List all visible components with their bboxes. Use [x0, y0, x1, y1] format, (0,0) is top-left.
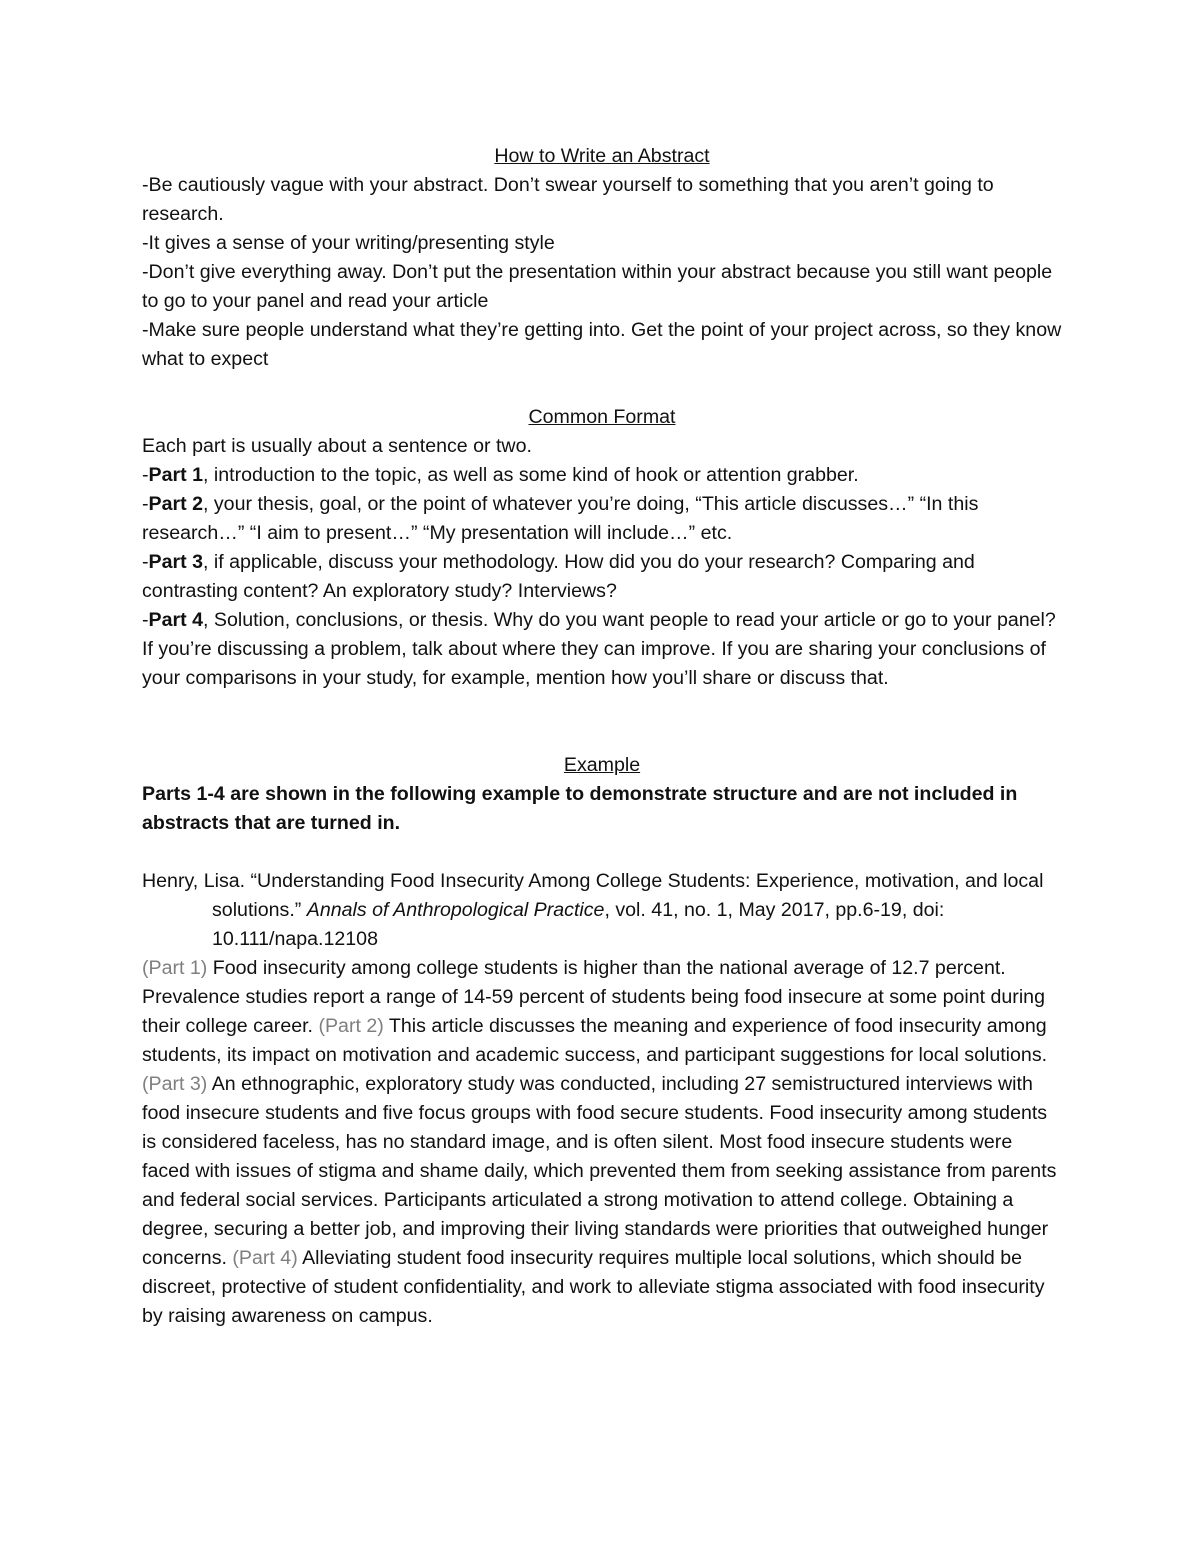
guideline-item: -It gives a sense of your writing/presenting style [142, 232, 555, 254]
part-text: , your thesis, goal, or the point of whatever you’re doing, “This article discusses…” “In this research…” “I aim to present…” “My presentation will include…” etc. [142, 493, 979, 544]
citation-details: , vol. 41, no. 1, May 2017, pp.6-19, doi: 10.111/napa.12108 [212, 899, 945, 950]
part-label: Part 4 [148, 609, 203, 631]
spacer [142, 838, 1062, 867]
citation [142, 867, 1062, 954]
part-prefix: - [142, 551, 149, 573]
part-prefix: - [142, 609, 149, 631]
part-label: Part 2 [148, 493, 203, 515]
document-body [142, 142, 1062, 1331]
part-prefix: - [142, 464, 149, 486]
part-marker: (Part 1) [142, 957, 208, 979]
part-label: Part 1 [148, 464, 203, 486]
format-intro: Each part is usually about a sentence or two. [142, 435, 532, 457]
citation-journal: Annals of Anthropological Practice [306, 899, 605, 921]
part-text: , if applicable, discuss your methodology. How did you do your research? Comparing and contrasting content? An exploratory study? Interviews? [142, 551, 975, 602]
part-label: Part 3 [148, 551, 203, 573]
spacer [142, 693, 1062, 751]
section-heading-example: Example [563, 754, 641, 776]
example-note: Parts 1-4 are shown in the following example to demonstrate structure and are not included in abstracts that are turned in. [142, 783, 1018, 834]
part-marker: (Part 4) [232, 1247, 298, 1269]
example-abstract [142, 954, 1062, 1331]
part-text: , Solution, conclusions, or thesis. Why do you want people to read your article or go to your panel? If you’re discussing a problem, talk about where they can improve. If you are sharing your conclusions of your comparisons in your study, for example, mention how you’ll share or discuss that. [142, 609, 1056, 689]
abstract-text: Food insecurity among college students is higher than the national average of 12.7 percent. Prevalence studies report a range of 14-59 percent of students being food insecure at some point during their college career. [142, 957, 1045, 1037]
section-heading-common-format: Common Format [528, 406, 676, 428]
abstract-text: Alleviating student food insecurity requires multiple local solutions, which should be discreet, protective of student confidentiality, and work to alleviate stigma associated with food insecurity by raising awareness on campus. [142, 1247, 1045, 1327]
guideline-item: -Don’t give everything away. Don’t put the presentation within your abstract because you still want people to go to your panel and read your article [142, 261, 1053, 312]
section-heading-how-to-write: How to Write an Abstract [494, 145, 710, 167]
spacer [142, 374, 1062, 403]
part-marker: (Part 3) [142, 1073, 208, 1095]
format-part-4 [142, 606, 1062, 693]
format-part-1 [142, 461, 1062, 490]
guideline-item: -Make sure people understand what they’re getting into. Get the point of your project across, so they know what to expect [142, 319, 1062, 370]
abstract-text: An ethnographic, exploratory study was conducted, including 27 semistructured interviews with food insecure students and five focus groups with food secure students. Food insecurity among students is considered faceless, has no standard image, and is often silent. Most food insecure students were faced with issues of stigma and shame daily, which prevented them from seeking assistance from parents and federal social services. Participants articulated a strong motivation to attend college. Obtaining a degree, securing a better job, and improving their living standards were priorities that outweighed hunger concerns. [142, 1073, 1057, 1269]
part-text: , introduction to the topic, as well as some kind of hook or attention grabber. [203, 464, 859, 486]
format-part-3 [142, 548, 1062, 606]
format-part-2 [142, 490, 1062, 548]
part-prefix: - [142, 493, 149, 515]
citation-authors-title: Henry, Lisa. “Understanding Food Insecurity Among College Students: Experience, motivation, and local solutions.” [142, 870, 1044, 921]
guideline-item: -Be cautiously vague with your abstract. Don’t swear yourself to something that you aren’t going to research. [142, 174, 994, 225]
part-marker: (Part 2) [318, 1015, 384, 1037]
abstract-text: This article discusses the meaning and experience of food insecurity among students, its impact on motivation and academic success, and participant suggestions for local solutions. [142, 1015, 1048, 1066]
